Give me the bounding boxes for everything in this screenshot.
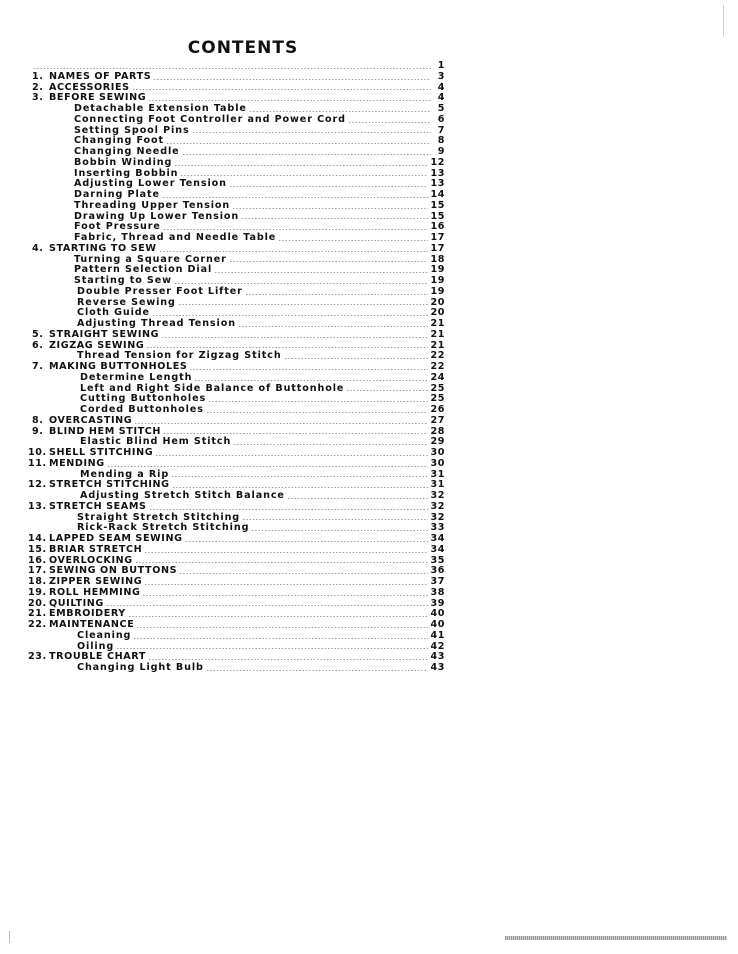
toc-entry-label: Inserting Bobbin [74,167,179,179]
toc-subsection-row [31,201,445,212]
toc-page-number: 42 [430,640,445,652]
scan-edge-bar [505,936,727,940]
toc-page-number: 29 [430,436,445,448]
toc-page-number: 19 [430,275,445,286]
toc-page-number: 41 [430,629,445,641]
toc-entry-label: BLIND HEM STITCH [49,425,162,437]
toc-page-number: 43 [430,662,445,673]
toc-page-number: 22 [430,361,445,372]
toc-entry-label: STRETCH SEAMS [49,500,147,512]
toc-entry-label: Oiling [77,640,115,652]
dot-leader [132,89,431,90]
toc-entry-label: EMBROIDERY [49,608,126,620]
dot-leader [245,294,429,295]
toc-entry-label: ZIPPER SEWING [49,576,143,587]
toc-entry-label: Detachable Extension Table [74,103,247,114]
toc-entry-label: Connecting Foot Controller and Power Cord [74,113,346,125]
toc-entry-label: LAPPED SEAM SEWING [49,533,183,544]
toc-entry-label: Corded Buttonholes [80,404,204,415]
dot-leader [214,272,428,273]
toc-entry-label: TROUBLE CHART [49,651,146,663]
toc-entry-label: Straight Stretch Stitching [77,511,241,523]
toc-page-number: 15 [430,199,445,211]
toc-page-number: 4 [437,92,445,104]
toc-subsection-row [31,115,445,126]
toc-page-number: 20 [430,307,445,319]
toc-page-number: 6 [437,113,445,125]
toc-entry-label: Adjusting Lower Tension [74,178,227,190]
dot-leader [233,444,428,445]
dot-leader [163,229,429,230]
toc-page-number: 24 [430,371,445,383]
toc-page-number: 32 [430,500,445,512]
dot-leader [174,283,429,284]
toc-page-number: 21 [430,318,445,329]
dot-leader [133,638,428,639]
toc-section-row: 13. STRETCH SEAMS 32 [28,500,445,512]
toc-page-number: 35 [430,554,445,566]
toc-subsection-row [31,158,445,169]
toc-entry-label: Foot Pressure [74,221,161,233]
dot-leader [206,670,429,671]
toc-page-number: 37 [430,576,445,587]
dot-leader [180,175,428,176]
toc-page-number: 43 [430,651,445,663]
toc-entry-label: Double Presser Foot Lifter [77,285,243,297]
toc-entry-label: Cloth Guide [77,307,150,319]
toc-page-number: 19 [430,264,445,276]
toc-page-number: 14 [430,189,445,200]
toc-entry-label: Mending a Rip [80,468,170,480]
toc-entry-label: Changing Foot [74,135,165,147]
dot-leader [149,509,429,510]
dot-leader [284,358,429,359]
dot-leader [348,122,431,123]
toc-entry-label: QUILTING [49,597,104,609]
toc-entry-label: Cutting Buttonholes [80,393,207,405]
toc-entry-label: Changing Light Bulb [77,662,204,673]
toc-entry-label: OVERCASTING [49,414,133,426]
dot-leader [229,261,429,262]
toc-section-row: 21. EMBROIDERY 40 [28,608,445,620]
toc-entry-label: Adjusting Stretch Stitch Balance [80,490,285,501]
toc-subsection-row [31,373,445,384]
toc-section-row: 14. LAPPED SEAM SEWING 34 [28,533,445,544]
page-title: CONTENTS [187,38,299,58]
toc-entry-label: STRAIGHT SEWING [49,328,160,340]
toc-page-number: 13 [430,178,445,190]
dot-leader [116,648,428,649]
dot-leader [182,154,431,155]
toc-section-row: 17. SEWING ON BUTTONS 36 [28,565,445,577]
toc-page-number: 33 [430,522,445,534]
toc-page-number: 30 [430,447,445,458]
scan-edge-line [723,5,724,37]
toc-page-number: 9 [437,146,445,157]
toc-page-number: 30 [430,457,445,469]
toc-entry-label: MENDING [49,457,105,469]
toc-entry-label: Changing Needle [74,146,180,157]
dot-leader [287,498,429,499]
dot-leader [238,326,428,327]
toc-entry-label: SHELL STITCHING [49,447,154,458]
toc-page-number: 16 [430,221,445,233]
toc-page-number: 31 [430,468,445,480]
dot-leader [185,541,429,542]
dot-leader [242,519,428,520]
dot-leader [208,401,428,402]
toc-section-row: 7. MAKING BUTTONHOLES 22 [32,361,445,372]
dot-leader [144,552,428,553]
toc-entry-label: BEFORE SEWING [49,92,147,104]
toc-entry-label: MAINTENANCE [49,619,135,630]
dot-leader [128,616,429,617]
toc-page-number: 8 [437,135,445,147]
toc-section-row: 23. TROUBLE CHART 43 [28,651,445,663]
dot-leader [142,595,428,596]
dot-leader [136,627,428,628]
toc-page-number: 40 [430,619,445,630]
toc-section-row: 5. STRAIGHT SEWING 21 [32,328,445,340]
toc-page-number: 3 [437,70,445,82]
toc-page-number: 19 [430,285,445,297]
toc-page-number: 4 [437,81,445,93]
toc-entry-label: BRIAR STRETCH [49,543,143,555]
dot-leader [134,423,428,424]
toc-entry-label: ZIGZAG SEWING [49,339,145,351]
toc-entry-label: Determine Length [80,371,193,383]
dot-leader [171,476,428,477]
dot-leader [155,455,428,456]
dot-leader [152,315,428,316]
dot-leader [148,100,431,101]
dot-leader [192,132,431,133]
dot-leader [148,659,428,660]
toc-entry-label: ROLL HEMMING [49,586,141,598]
dot-leader [241,218,428,219]
dot-leader [33,68,431,69]
toc-page-number: 13 [430,167,445,179]
toc-page-number: 22 [430,350,445,362]
toc-section-row: 16. OVERLOCKING 35 [28,554,445,566]
toc-section-row: 12. STRETCH STITCHING 31 [28,479,445,491]
toc-page-number: 15 [430,210,445,222]
toc-section-row: 6. ZIGZAG SEWING 21 [32,339,445,351]
toc-entry-label: NAMES OF PARTS [49,70,152,82]
dot-leader [172,487,429,488]
dot-leader [153,79,431,80]
dot-leader [135,562,429,563]
dot-leader [278,240,428,241]
toc-section-row: 22. MAINTENANCE 40 [28,619,445,630]
toc-entry-label: Threading Upper Tension [74,199,231,211]
dot-leader [162,197,429,198]
dot-leader [194,380,428,381]
toc-entry-label: STRETCH STITCHING [49,479,170,491]
toc-entry-label: Bobbin Winding [74,156,173,168]
toc-page-number: 25 [430,382,445,394]
toc-page-number: 39 [430,597,445,609]
dot-leader [107,466,429,467]
toc-subsection-row [31,663,445,674]
dot-leader [174,165,428,166]
toc-page-number: 21 [430,339,445,351]
toc-subsection-row [31,631,445,642]
toc-entry-label: Rick-Rack Stretch Stitching [77,522,250,534]
toc-page-number: 34 [430,533,445,544]
toc-entry-label: Starting to Sew [74,275,172,286]
toc-entry-label: Elastic Blind Hem Stitch [80,436,232,448]
toc-page-number: 26 [430,404,445,415]
toc-section-row: 2. ACCESSORIES 4 [32,81,445,93]
toc-page-number: 34 [430,543,445,555]
dot-leader [206,412,429,413]
toc-entry-label: Turning a Square Corner [74,253,227,265]
toc-page-number: 18 [430,253,445,265]
toc-section-row: 1. NAMES OF PARTS 3 [32,70,445,82]
toc-page-number: 27 [430,414,445,426]
dot-leader [163,433,428,434]
toc-entry-label: MAKING BUTTONHOLES [49,361,188,372]
toc-page-number: 17 [430,232,445,243]
dot-leader [179,573,428,574]
toc-entry-label: Adjusting Thread Tension [77,318,236,329]
dot-leader [161,337,428,338]
dot-leader [232,208,428,209]
toc-entry-label: Fabric, Thread and Needle Table [74,232,277,243]
dot-leader [229,186,429,187]
toc-entry-label: Reverse Sewing [77,296,176,308]
toc-section-row: 20. QUILTING 39 [28,597,445,609]
toc-page-number: 12 [430,156,445,168]
dot-leader [166,143,431,144]
toc-page-number: 21 [430,328,445,340]
toc-page-number: 5 [437,103,445,114]
toc-page-number: 40 [430,608,445,620]
toc-section-row: 10. SHELL STITCHING 30 [28,447,445,458]
toc-entry-label: STARTING TO SEW [49,242,157,254]
toc-section-row: 18. ZIPPER SEWING 37 [28,576,445,587]
toc-section-row: 4. STARTING TO SEW 17 [32,242,445,254]
toc-page-number: 28 [430,425,445,437]
toc-section-row: 9. BLIND HEM STITCH 28 [32,425,445,437]
dot-leader [346,390,428,391]
toc-section-row: 11. MENDING 30 [28,457,445,469]
toc-entry-label: Drawing Up Lower Tension [74,210,240,222]
dot-leader [178,304,429,305]
table-of-contents [28,60,445,674]
scan-mark [9,931,10,943]
dot-leader [251,530,428,531]
toc-page-number: 17 [430,242,445,254]
toc-page-number: 32 [430,511,445,523]
toc-entry-label: OVERLOCKING [49,554,133,566]
toc-page-number: 38 [430,586,445,598]
dot-leader [106,605,429,606]
toc-entry-label: SEWING ON BUTTONS [49,565,178,577]
toc-page-number: 7 [437,124,445,136]
toc-page-number: 1 [437,60,445,71]
dot-leader [189,369,428,370]
toc-entry-label: ACCESSORIES [49,81,130,93]
toc-entry-label: Thread Tension for Zigzag Stitch [77,350,282,362]
toc-section-row: 8. OVERCASTING 27 [32,414,445,426]
toc-section-row: 3. BEFORE SEWING 4 [32,92,445,104]
toc-entry-label: Left and Right Side Balance of Buttonhole [80,382,345,394]
toc-section-row: 19. ROLL HEMMING 38 [28,586,445,598]
toc-entry-label: Darning Plate [74,189,160,200]
toc-entry-label: Pattern Selection Dial [74,264,213,276]
toc-page-number: 32 [430,490,445,501]
dot-leader [249,111,431,112]
toc-page-number: 31 [430,479,445,491]
toc-entry-label: Setting Spool Pins [74,124,190,136]
toc-page-number: 36 [430,565,445,577]
toc-entry-label: Cleaning [77,629,132,641]
toc-page-number: 25 [430,393,445,405]
toc-section-row: 15. BRIAR STRETCH 34 [28,543,445,555]
toc-page-number: 20 [430,296,445,308]
dot-leader [144,584,428,585]
dot-leader [159,251,429,252]
dot-leader [146,347,428,348]
toc-subsection-row [31,287,445,298]
